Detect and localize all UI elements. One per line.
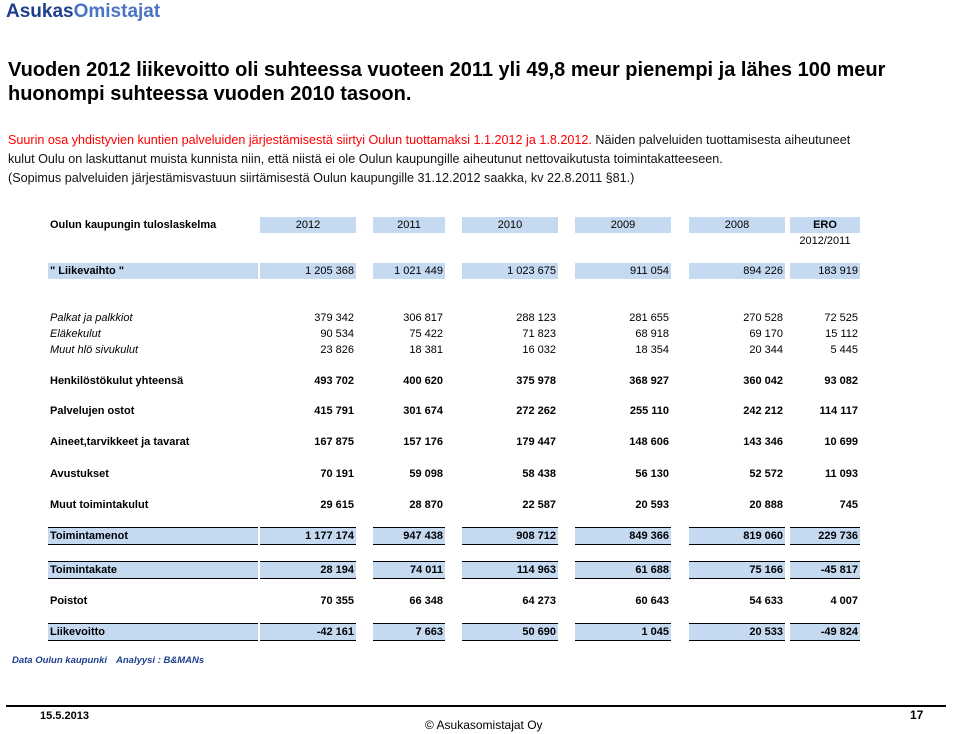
value-cell: 15 112 (825, 328, 858, 340)
value-cell: 54 633 (749, 595, 783, 607)
row-label-muut-hlo: Muut hlö sivukulut (50, 344, 139, 356)
footer-date: 15.5.2013 (40, 710, 89, 722)
value-cell: 368 927 (629, 375, 669, 387)
diff-subheader: 2012/2011 (799, 235, 851, 247)
footer-copyright: © Asukasomistajat Oy (425, 718, 543, 732)
value-cell: 167 875 (314, 436, 354, 448)
value-cell: 379 342 (314, 312, 354, 324)
row-label-liikevoitto: Liikevoitto (48, 623, 258, 641)
table-heading: Oulun kaupungin tuloslaskelma (50, 219, 217, 231)
value-cell: 20 344 (749, 344, 783, 356)
value-cell: 281 655 (629, 312, 669, 324)
row-label-henkilostokulut: Henkilöstökulut yhteensä (50, 375, 184, 387)
value-cell: 301 674 (403, 405, 443, 417)
value-cell: 4 007 (830, 595, 858, 607)
brand-part2: Omistajat (73, 1, 161, 22)
value-cell: 229 736 (790, 527, 860, 545)
value-cell: 60 643 (635, 595, 669, 607)
value-cell: 93 082 (824, 375, 858, 387)
value-cell: 894 226 (689, 263, 785, 279)
value-cell: 947 438 (373, 527, 445, 545)
value-cell: 23 826 (320, 344, 354, 356)
value-cell: 1 177 174 (260, 527, 356, 545)
value-cell: 75 166 (689, 561, 785, 579)
value-cell: 70 355 (320, 595, 354, 607)
value-cell: 1 045 (575, 623, 671, 641)
value-cell: -45 817 (790, 561, 860, 579)
row-label-palvelujen-ostot: Palvelujen ostot (50, 405, 135, 417)
source-data: Data Oulun kaupunki (12, 655, 108, 666)
row-label-poistot: Poistot (50, 595, 88, 607)
value-cell: 179 447 (516, 436, 556, 448)
value-cell: 270 528 (743, 312, 783, 324)
year-header: 2010 (462, 217, 558, 233)
source-analysis: Analyysi : B&MANs (116, 655, 205, 666)
value-cell: 71 823 (522, 328, 556, 340)
value-cell: 18 381 (409, 344, 443, 356)
value-cell: 52 572 (749, 468, 783, 480)
value-cell: 415 791 (314, 405, 354, 417)
value-cell: 5 445 (830, 344, 858, 356)
value-cell: 69 170 (749, 328, 783, 340)
value-cell: 28 194 (260, 561, 356, 579)
value-cell: 16 032 (522, 344, 556, 356)
paragraph-highlight: Suurin osa yhdistyvien kuntien palveluiden järjestämisestä siirtyi Oulun tuottamaksi 1.1.2012 ja 1.8.2012. (8, 133, 592, 147)
year-header: 2011 (373, 217, 445, 233)
value-cell: 908 712 (462, 527, 558, 545)
value-cell: 10 699 (824, 436, 858, 448)
value-cell: 849 366 (575, 527, 671, 545)
value-cell: 68 918 (635, 328, 669, 340)
value-cell: 114 963 (462, 561, 558, 579)
value-cell: 745 (839, 499, 858, 511)
value-cell: 72 525 (824, 312, 858, 324)
value-cell: 59 098 (409, 468, 443, 480)
diff-header: ERO (790, 217, 860, 233)
value-cell: 64 273 (522, 595, 556, 607)
row-label-toimintamenot: Toimintamenot (48, 527, 258, 545)
year-header: 2008 (689, 217, 785, 233)
value-cell: 28 870 (409, 499, 443, 511)
value-cell: 20 888 (749, 499, 783, 511)
value-cell: 20 533 (689, 623, 785, 641)
value-cell: 306 817 (403, 312, 443, 324)
value-cell: 1 205 368 (260, 263, 356, 279)
paragraph-line-1-rest: Näiden palveluiden tuottamisesta aiheutuneet (591, 133, 851, 147)
value-cell: 1 021 449 (373, 263, 445, 279)
value-cell: 7 663 (373, 623, 445, 641)
value-cell: 61 688 (575, 561, 671, 579)
paragraph-line-3: (Sopimus palveluiden järjestämisvastuun siirtämisestä Oulun kaupungille 31.12.2012 saakka, kv 22.8.2011 §81.) (8, 171, 635, 185)
value-cell: 400 620 (403, 375, 443, 387)
value-cell: 911 054 (575, 263, 671, 279)
paragraph-line-1 (8, 132, 850, 148)
value-cell: 11 093 (824, 468, 858, 480)
value-cell: 18 354 (635, 344, 669, 356)
value-cell: 1 023 675 (462, 263, 558, 279)
value-cell: 375 978 (516, 375, 556, 387)
value-cell: -42 161 (260, 623, 356, 641)
row-label-palkat: Palkat ja palkkiot (50, 312, 133, 324)
row-label-liikevaihto: " Liikevaihto " (48, 263, 258, 279)
value-cell: 242 212 (743, 405, 783, 417)
value-cell: 255 110 (629, 405, 669, 417)
value-cell: 56 130 (635, 468, 669, 480)
value-cell: 114 117 (819, 405, 858, 417)
value-cell: -49 824 (790, 623, 860, 641)
value-cell: 58 438 (522, 468, 556, 480)
value-cell: 288 123 (516, 312, 556, 324)
value-cell: 157 176 (403, 436, 443, 448)
page-number: 17 (910, 708, 924, 722)
year-header: 2009 (575, 217, 671, 233)
value-cell: 22 587 (522, 499, 556, 511)
value-cell: 75 422 (409, 328, 443, 340)
row-label-elakekulut: Eläkekulut (50, 328, 101, 340)
page-title: Vuoden 2012 liikevoitto oli suhteessa vuoteen 2011 yli 49,8 meur pienempi ja lähes 100 meur huonompi suhteessa vuoden 2010 tasoon. (8, 59, 886, 105)
value-cell: 360 042 (743, 375, 783, 387)
value-cell: 50 690 (462, 623, 558, 641)
year-header: 2012 (260, 217, 356, 233)
value-cell: 272 262 (516, 405, 556, 417)
value-cell: 90 534 (320, 328, 354, 340)
value-cell: 148 606 (629, 436, 669, 448)
value-cell: 493 702 (314, 375, 354, 387)
value-cell: 74 011 (373, 561, 445, 579)
row-label-toimintakate: Toimintakate (48, 561, 258, 579)
row-label-aineet: Aineet,tarvikkeet ja tavarat (50, 436, 190, 448)
brand-part1: Asukas (6, 1, 74, 22)
brand-logo (6, 1, 160, 23)
row-label-muut-toimintakulut: Muut toimintakulut (50, 499, 149, 511)
value-cell: 70 191 (320, 468, 354, 480)
value-cell: 29 615 (320, 499, 354, 511)
value-cell: 183 919 (790, 263, 860, 279)
value-cell: 66 348 (409, 595, 443, 607)
paragraph-line-2: kulut Oulu on laskuttanut muista kunnista niin, että niistä ei ole Oulun kaupungille aiheutunut nettovaikutusta toimintakatteeseen. (8, 152, 723, 166)
value-cell: 20 593 (635, 499, 669, 511)
row-label-avustukset: Avustukset (50, 468, 109, 480)
value-cell: 819 060 (689, 527, 785, 545)
footer-divider (6, 705, 946, 707)
value-cell: 143 346 (743, 436, 783, 448)
